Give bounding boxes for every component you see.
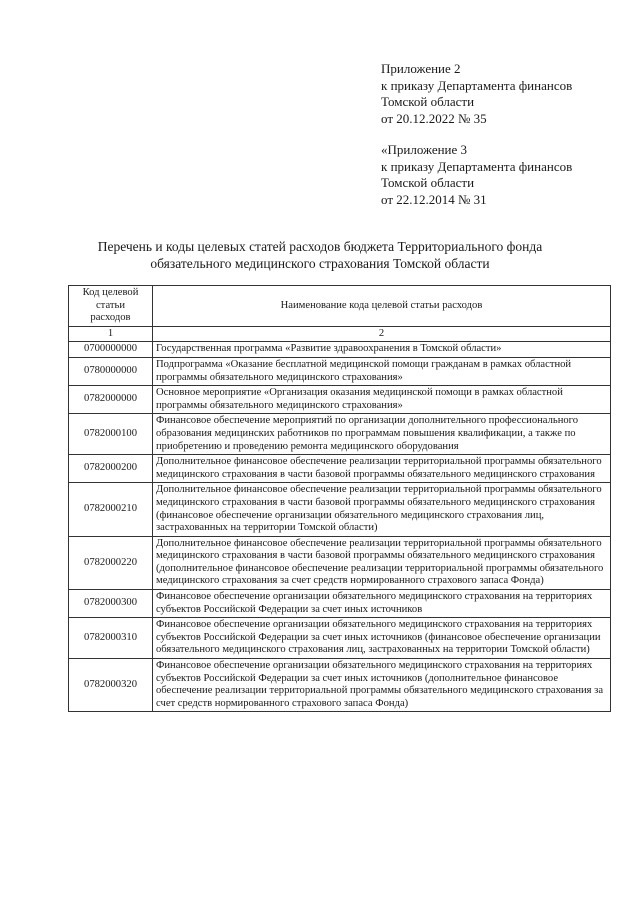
title-line-1: Перечень и коды целевых статей расходов бюджета Территориального фонда — [97, 239, 543, 254]
table-row — [69, 483, 611, 536]
appendix-title: Приложение 2 — [381, 61, 461, 76]
row-code: 0782000320 — [69, 659, 153, 712]
header-name: Наименование кода целевой статьи расходов — [153, 286, 611, 327]
appendix-region: Томской области — [381, 175, 475, 190]
target-articles-table — [68, 285, 611, 712]
table-row — [69, 659, 611, 712]
appendix-2-header — [381, 61, 572, 127]
title-line-2: обязательного медицинского страхования Томской области — [150, 256, 490, 271]
appendix-3-header — [381, 142, 572, 208]
row-name: Финансовое обеспечение организации обязательного медицинского страхования на территориях субъектов Российской Федерации за счет иных источников (дополнительное финансовое обеспечение реализации территориальной программы обязательного медицинского страхования за счет средств нормированного страхового запаса Фонда) — [153, 659, 611, 712]
table-row — [69, 536, 611, 589]
row-code: 0782000220 — [69, 536, 153, 589]
table-row — [69, 342, 611, 358]
appendix-date-number: от 20.12.2022 № 35 — [381, 110, 487, 126]
row-name: Дополнительное финансовое обеспечение реализации территориальной программы обязательного медицинского страхования в части базовой программы обязательного медицинского страхования (дополнительное финансовое обеспечение реализации территориальной программы обязательного медицинского страхования за счет средств нормированного страхового запаса Фонда) — [153, 536, 611, 589]
row-code: 0700000000 — [69, 342, 153, 358]
row-name: Финансовое обеспечение мероприятий по организации дополнительного профессионального образования медицинских работников по программам повышения квалификации, а также по приобретению и проведению ремонта медицинского оборудования — [153, 414, 611, 455]
appendix-region: Томской области — [381, 94, 475, 109]
row-code: 0780000000 — [69, 357, 153, 385]
table-row — [69, 414, 611, 455]
appendix-order-ref: к приказу Департамента финансов — [381, 77, 573, 93]
row-name: Дополнительное финансовое обеспечение реализации территориальной программы обязательного медицинского страхования в части базовой программы обязательного медицинского страхования — [153, 455, 611, 483]
table-row — [69, 357, 611, 385]
row-code: 0782000100 — [69, 414, 153, 455]
appendix-order-ref: к приказу Департамента финансов — [381, 158, 573, 174]
row-code: 0782000310 — [69, 618, 153, 659]
table-row — [69, 386, 611, 414]
document-title — [60, 238, 580, 272]
column-numbering-row — [69, 326, 611, 342]
row-code: 0782000000 — [69, 386, 153, 414]
table-row — [69, 455, 611, 483]
column-number-2: 2 — [153, 326, 611, 342]
table-header-row — [69, 286, 611, 327]
header-code: Код целевой статьи расходов — [69, 286, 153, 327]
row-name: Основное мероприятие «Организация оказания медицинской помощи в рамках областной программы обязательного медицинского страхования» — [153, 386, 611, 414]
appendix-title: «Приложение 3 — [381, 142, 468, 157]
row-name: Подпрограмма «Оказание бесплатной медицинской помощи гражданам в рамках областной программы обязательного медицинского страхования» — [153, 357, 611, 385]
row-name: Финансовое обеспечение организации обязательного медицинского страхования на территориях субъектов Российской Федерации за счет иных источников — [153, 590, 611, 618]
column-number-1: 1 — [69, 326, 153, 342]
table-row — [69, 618, 611, 659]
row-code: 0782000200 — [69, 455, 153, 483]
row-code: 0782000210 — [69, 483, 153, 536]
row-code: 0782000300 — [69, 590, 153, 618]
appendix-date-number: от 22.12.2014 № 31 — [381, 191, 487, 207]
table-row — [69, 590, 611, 618]
row-name: Государственная программа «Развитие здравоохранения в Томской области» — [153, 342, 611, 358]
row-name: Дополнительное финансовое обеспечение реализации территориальной программы обязательного медицинского страхования в части базовой программы обязательного медицинского страхования (финансовое обеспечение организации обязательного медицинского страхования лиц, застрахованных на территории Томской области) — [153, 483, 611, 536]
row-name: Финансовое обеспечение организации обязательного медицинского страхования на территориях субъектов Российской Федерации за счет иных источников (финансовое обеспечение организации обязательного медицинского страхования лиц, застрахованных на территории Томской области) — [153, 618, 611, 659]
